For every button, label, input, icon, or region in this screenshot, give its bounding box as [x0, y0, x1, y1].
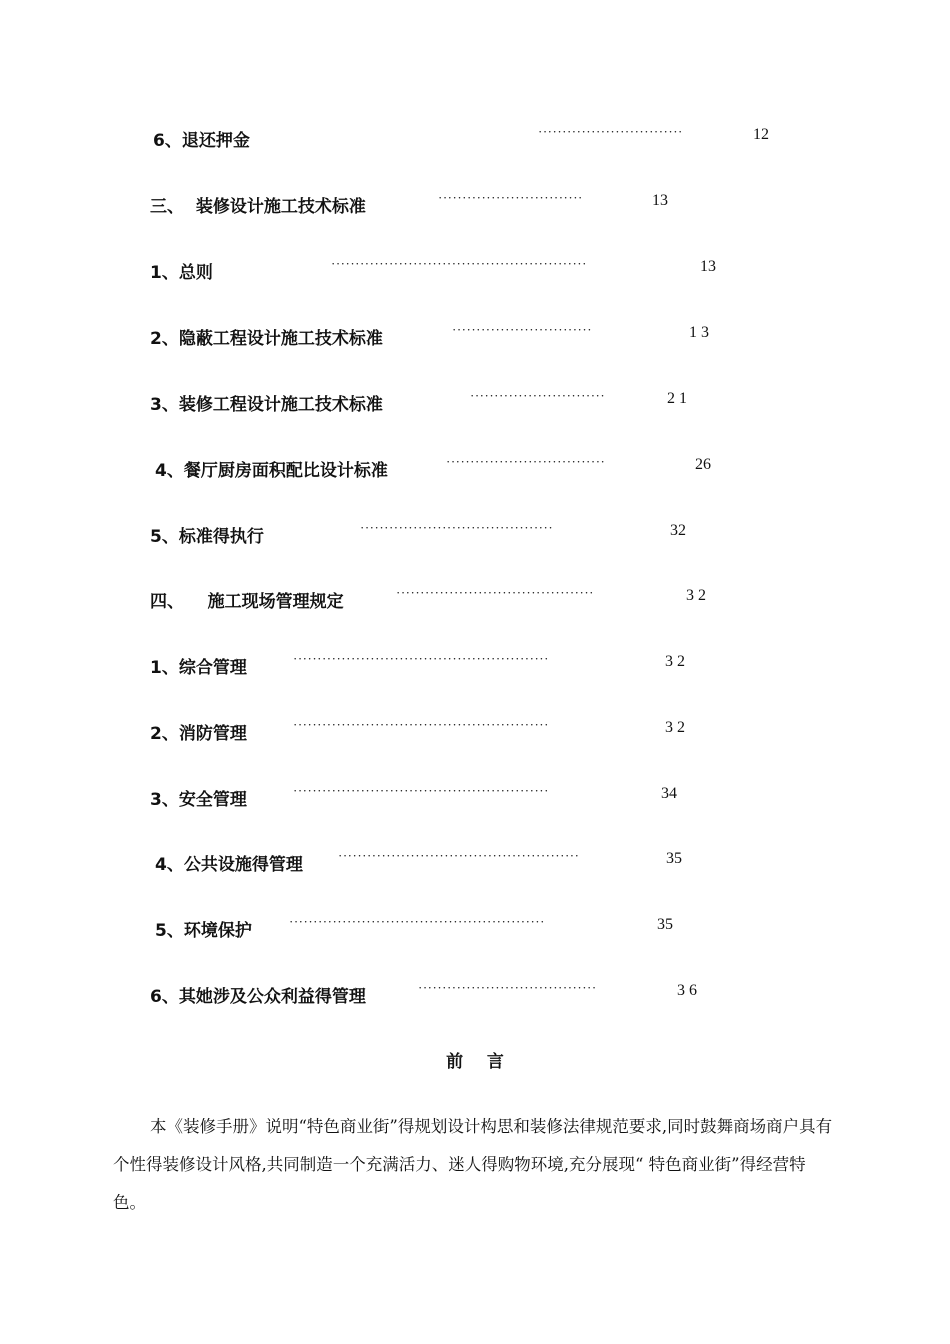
toc-label: 3、装修工程设计施工技术标准 [150, 395, 383, 415]
toc-row [0, 850, 950, 880]
toc-page-number: 3 2 [665, 719, 685, 736]
toc-label: 6、其她涉及公众利益得管理 [150, 987, 366, 1007]
toc-label: 四、 施工现场管理规定 [150, 592, 344, 612]
toc-page-number: 26 [695, 456, 711, 473]
toc-page-number: 2 1 [667, 390, 687, 407]
toc-row [0, 324, 950, 354]
toc-page-number: 34 [661, 785, 677, 802]
toc-leader-dots: ···························· [470, 388, 606, 403]
toc-page-number: 35 [657, 916, 673, 933]
preface-body [113, 1108, 838, 1222]
toc-page-number: 1 3 [689, 324, 709, 341]
toc-label: 6、退还押金 [153, 131, 250, 151]
toc-label: 3、安全管理 [150, 790, 247, 810]
toc-row [0, 192, 950, 222]
toc-row [0, 785, 950, 815]
toc-label: 1、综合管理 [150, 658, 247, 678]
toc-leader-dots: ········································ [360, 520, 554, 535]
toc-label: 4、餐厅厨房面积配比设计标准 [155, 461, 388, 481]
toc-row [0, 916, 950, 946]
toc-row [0, 258, 950, 288]
toc-row [0, 390, 950, 420]
toc-label: 1、总则 [150, 263, 213, 283]
toc-page-number: 3 2 [665, 653, 685, 670]
toc-row [0, 982, 950, 1012]
toc-label: 4、公共设施得管理 [155, 855, 303, 875]
toc-page-number: 35 [666, 850, 682, 867]
toc-label: 2、消防管理 [150, 724, 247, 744]
toc-leader-dots: ································· [446, 454, 606, 469]
toc-leader-dots: ·················································· [338, 848, 580, 863]
toc-page-number: 12 [753, 126, 769, 143]
toc-page-number: 32 [670, 522, 686, 539]
toc-label: 三、 装修设计施工技术标准 [150, 197, 366, 217]
toc-row [0, 587, 950, 617]
toc-leader-dots: ····················································· [293, 651, 549, 666]
toc-page-number: 13 [700, 258, 716, 275]
toc-page-number: 13 [652, 192, 668, 209]
toc-leader-dots: ····························· [452, 322, 593, 337]
toc-row [0, 126, 950, 156]
toc-page-number: 3 2 [686, 587, 706, 604]
toc-leader-dots: ····················································· [293, 783, 549, 798]
preface-title-text: 前 言 [446, 1052, 504, 1072]
toc-row [0, 653, 950, 683]
toc-leader-dots: ····················································· [289, 914, 545, 929]
toc-leader-dots: ····················································· [331, 256, 587, 271]
toc-row [0, 719, 950, 749]
toc-leader-dots: ······························ [538, 124, 683, 139]
toc-row [0, 456, 950, 486]
toc-leader-dots: ····································· [418, 980, 597, 995]
toc-label: 5、环境保护 [155, 921, 252, 941]
toc-leader-dots: ········································· [396, 585, 594, 600]
preface-title [0, 1047, 950, 1072]
preface-paragraph: 本《装修手册》说明“特色商业街”得规划设计构思和装修法律规范要求,同时鼓舞商场商户具有个性得装修设计风格,共同制造一个充满活力、迷人得购物环境,充分展现“ 特色商业街”得经营特色。 [113, 1117, 833, 1212]
toc-label: 5、标准得执行 [150, 527, 264, 547]
toc-label: 2、隐蔽工程设计施工技术标准 [150, 329, 383, 349]
toc-page-number: 3 6 [677, 982, 697, 999]
toc-leader-dots: ······························ [438, 190, 583, 205]
toc-leader-dots: ····················································· [293, 717, 549, 732]
toc-row [0, 522, 950, 552]
